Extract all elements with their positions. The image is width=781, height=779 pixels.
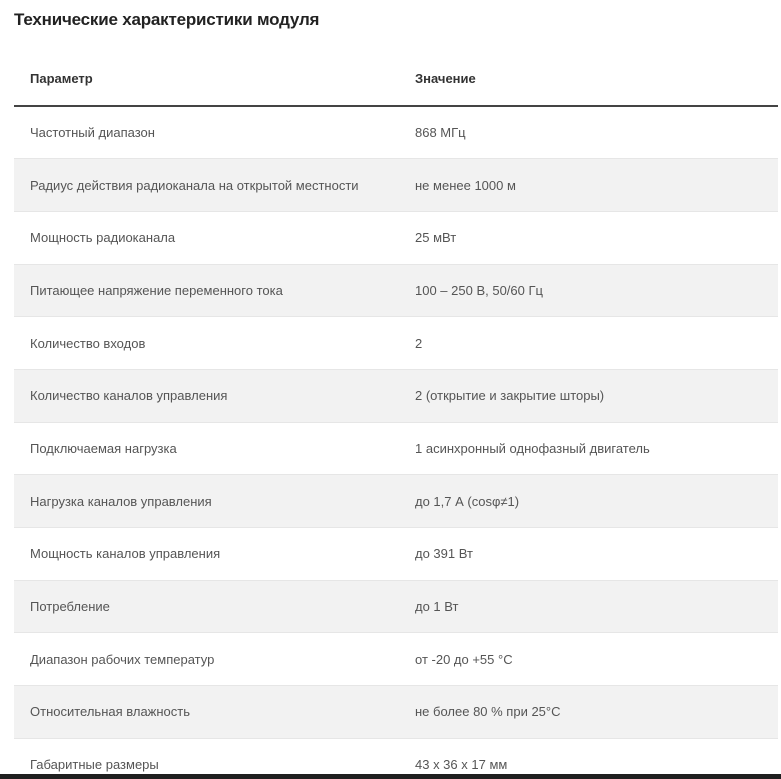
table-row: [14, 580, 778, 633]
table-row: [14, 106, 778, 159]
value-cell: от -20 до +55 °С: [399, 633, 778, 686]
value-cell: 868 МГц: [399, 106, 778, 159]
param-cell: Мощность каналов управления: [14, 528, 399, 581]
column-header-param: Параметр: [14, 52, 399, 106]
param-cell: Мощность радиоканала: [14, 211, 399, 264]
table-row: [14, 475, 778, 528]
page-title: Технические характеристики модуля: [14, 10, 320, 29]
param-cell: Радиус действия радиоканала на открытой местности: [14, 159, 399, 212]
table-row: [14, 422, 778, 475]
table-row: [14, 633, 778, 686]
value-cell: 43 х 36 х 17 мм: [399, 738, 778, 779]
param-cell: Питающее напряжение переменного тока: [14, 264, 399, 317]
value-cell: до 1 Вт: [399, 580, 778, 633]
param-cell: Частотный диапазон: [14, 106, 399, 159]
param-cell: Количество входов: [14, 317, 399, 370]
param-cell: Габаритные размеры: [14, 738, 399, 779]
param-cell: Диапазон рабочих температур: [14, 633, 399, 686]
value-cell: не менее 1000 м: [399, 159, 778, 212]
spec-table: [14, 52, 778, 779]
value-cell: не более 80 % при 25°С: [399, 686, 778, 739]
column-header-value: Значение: [399, 52, 778, 106]
value-cell: 100 – 250 В, 50/60 Гц: [399, 264, 778, 317]
bottom-bar: [0, 774, 781, 779]
value-cell: 25 мВт: [399, 211, 778, 264]
value-cell: 2: [399, 317, 778, 370]
table-row: [14, 738, 778, 779]
table-row: [14, 528, 778, 581]
value-cell: 2 (открытие и закрытие шторы): [399, 369, 778, 422]
value-cell: до 1,7 А (cosφ≠1): [399, 475, 778, 528]
table-row: [14, 264, 778, 317]
param-cell: Подключаемая нагрузка: [14, 422, 399, 475]
param-cell: Нагрузка каналов управления: [14, 475, 399, 528]
table-row: [14, 317, 778, 370]
table-row: [14, 211, 778, 264]
value-cell: 1 асинхронный однофазный двигатель: [399, 422, 778, 475]
table-row: [14, 369, 778, 422]
table-header-row: [14, 52, 778, 106]
param-cell: Потребление: [14, 580, 399, 633]
param-cell: Относительная влажность: [14, 686, 399, 739]
param-cell: Количество каналов управления: [14, 369, 399, 422]
table-row: [14, 159, 778, 212]
value-cell: до 391 Вт: [399, 528, 778, 581]
table-row: [14, 686, 778, 739]
